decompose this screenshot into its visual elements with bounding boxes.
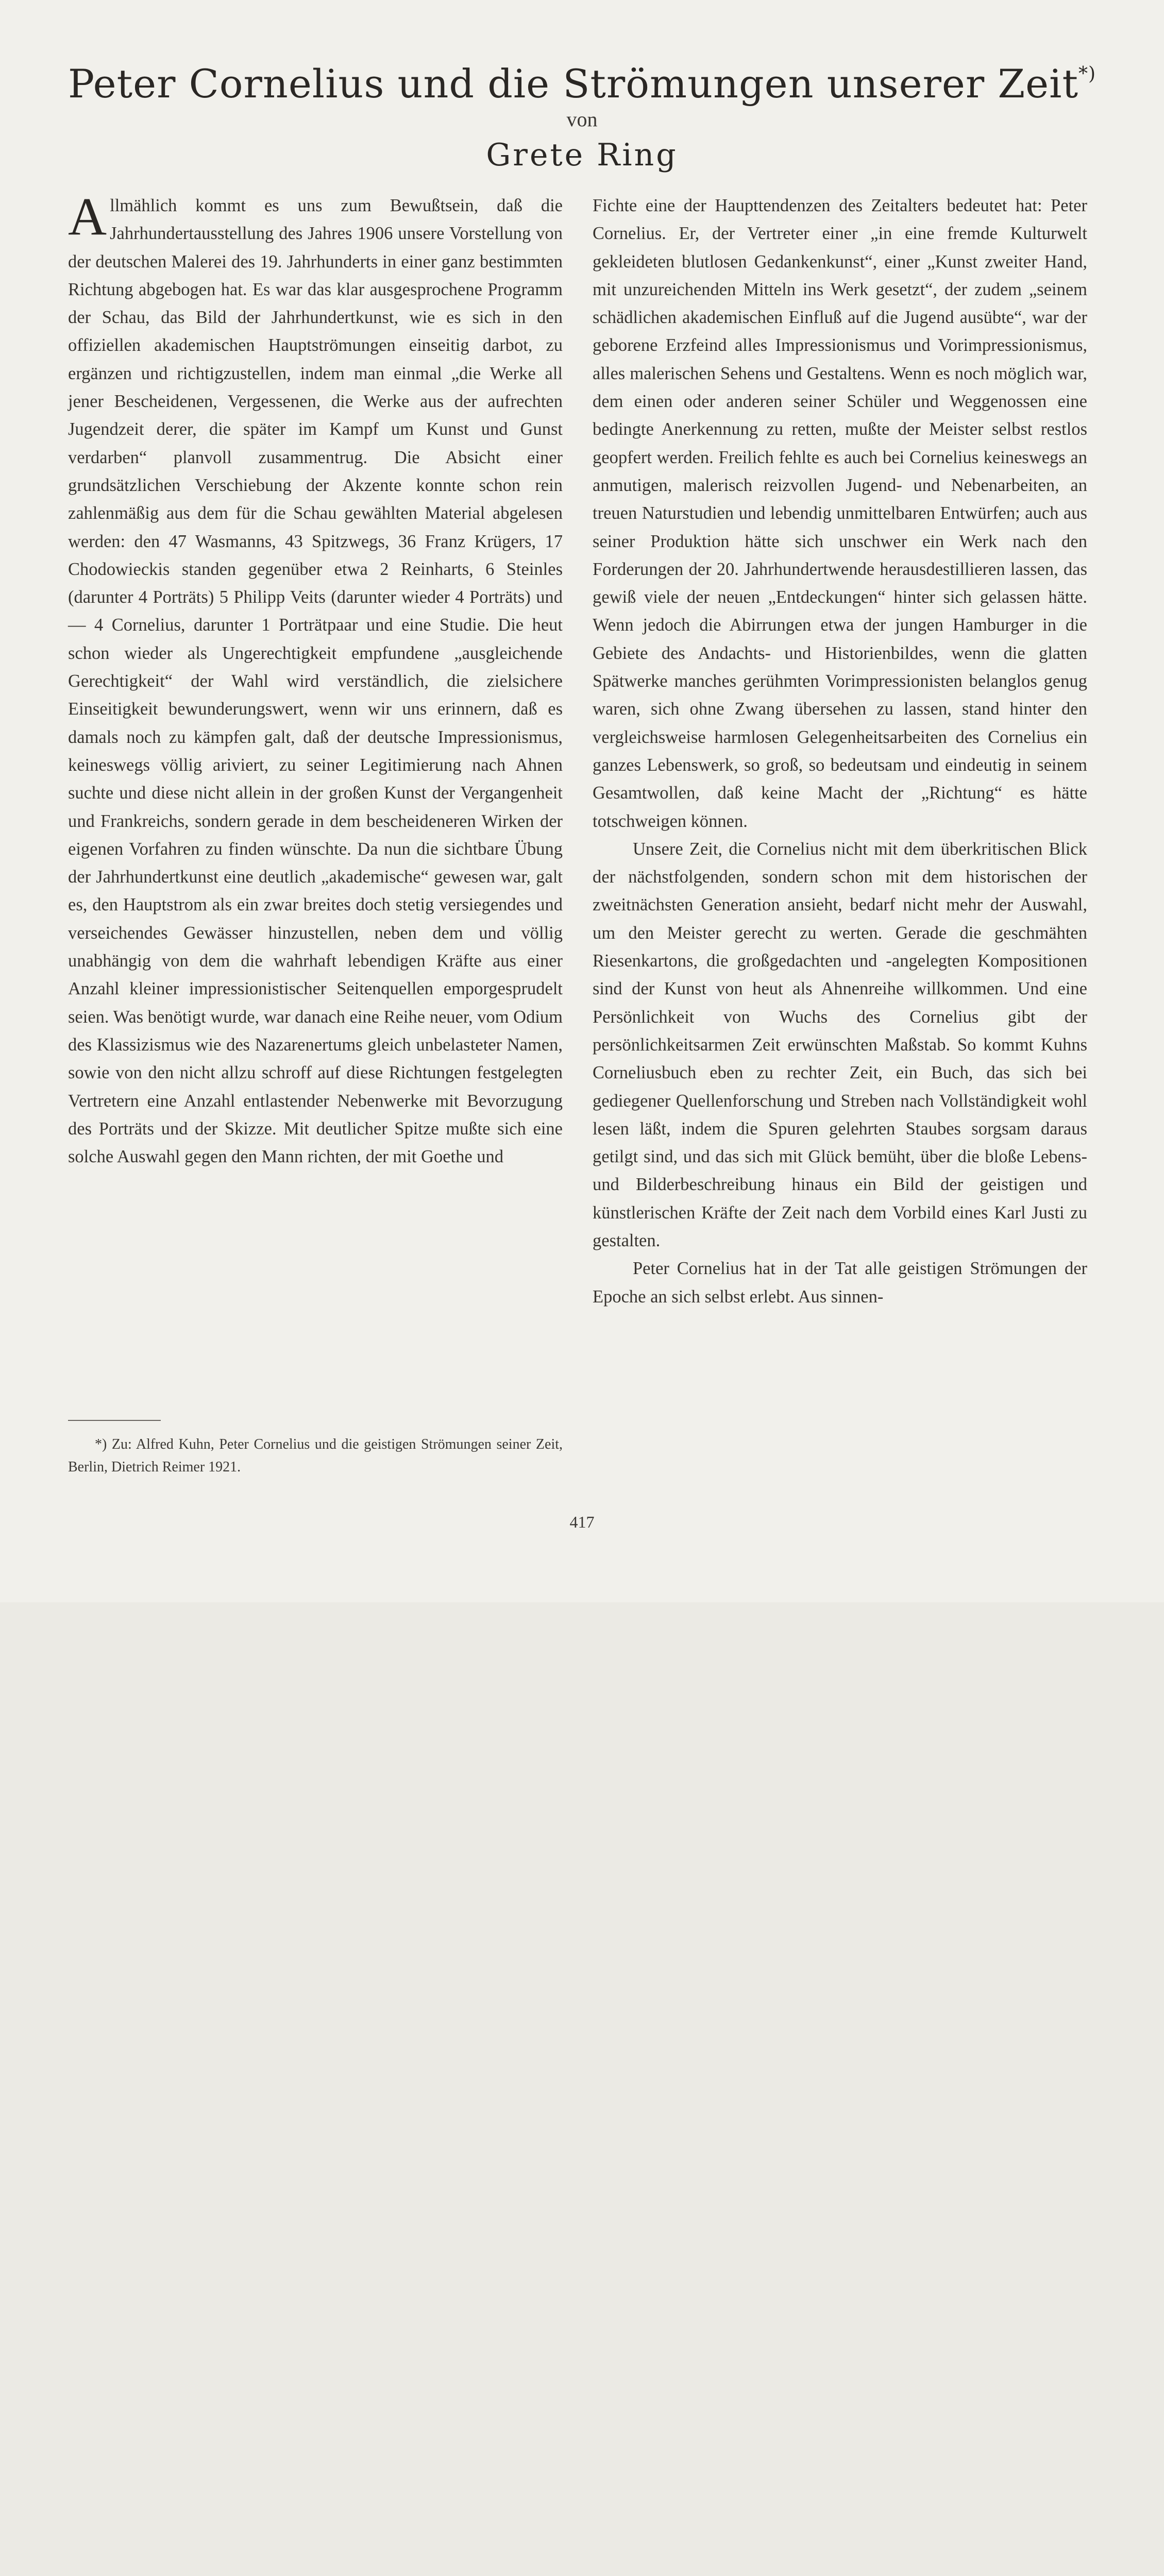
right-column — [593, 192, 1087, 1311]
paragraph: Unsere Zeit, die Cornelius nicht mit dem überkritischen Blick der nächstfolgenden, sondern schon mit dem historischen der zweitnächsten Generation ansieht, bedarf nicht mehr der Auswahl, um den Meister gerecht zu werten. Gerade die geschmähten Riesenkartons, die großgedachten und -angelegten Kompositionen sind der Kunst von heut als Ahnenreihe willkommen. Und eine Persönlichkeit von Wuchs des Cornelius gibt der persönlichkeitsarmen Zeit erwünschten Maßstab. So kommt Kuhns Corneliusbuch eben zu rechter Zeit, ein Buch, das sich bei gediegener Quellenforschung und Streben nach Vollständigkeit wohl lesen läßt, indem die Spuren gelehrten Staubes sorgsam daraus getilgt sind, und das sich mit Glück bemüht, über die bloße Lebens- und Bilderbeschreibung hinaus ein Bild der geistigen und künstlerischen Kräfte der Zeit nach dem Vorbild eines Karl Justi zu gestalten. — [593, 839, 1087, 1250]
article-title — [0, 61, 1164, 107]
drop-cap: A — [68, 187, 107, 246]
footnote-rule — [68, 1420, 161, 1421]
paragraph-text: llmählich kommt es uns zum Bewußtsein, daß die Jahrhundertausstellung des Jahres 1906 unsere Vorstellung von der deutschen Malerei des 19. Jahrhunderts in einer ganz bestimmten Richtung abgebogen hat. Es war das klar ausgesprochene Programm der Schau, das Bild der Jahrhundertkunst, wie es sich in den offiziellen akademischen Hauptströmungen einseitig darbot, zu ergänzen und richtigzustellen, indem man einmal „die Werke all jener Bescheidenen, Vergessenen, die Werke aus der aufrechten Jugendzeit derer, die später im Kampf um Kunst und Gunst verdarben“ planvoll zusammentrug. Die Absicht einer grundsätzlichen Verschiebung der Akzente konnte schon rein zahlenmäßig aus dem für die Schau gewählten Material abgelesen werden: den 47 Wasmanns, 43 Spitzwegs, 36 Franz Krügers, 17 Chodowieckis standen gegenüber etwa 2 Reinharts, 6 Steinles (darunter 4 Porträts) 5 Philipp Veits (darunter wieder 4 Porträts) und — 4 Cornelius, darunter 1 Porträtpaar und eine Studie. Die heut schon wieder als Ungerechtigkeit empfundene „ausgleichende Gerechtigkeit“ der Wahl wird verständlich, die zielsichere Einseitigkeit bewunderungswert, wenn wir uns erinnern, daß es damals noch zu kämpfen galt, daß der deutsche Impressionismus, keineswegs völlig ariviert, zu seiner Legitimierung nach Ahnen suchte und diese nicht allein in der großen Kunst der Vergangenheit und Frankreichs, sondern gerade in dem bescheideneren Wirken der eigenen Vorfahren zu finden wünschte. Da nun die sichtbare Übung der Jahrhundertkunst eine deutlich „akademische“ gewesen war, galt es, den Hauptstrom als ein zwar breites doch stetig versiegendes und verseichendes Gewässer hinzustellen, neben dem und völlig unabhängig von dem die wahrhaft lebendigen Kräfte aus einer Anzahl kleiner impressionistischer Seitenquellen emporgesprudelt seien. Was benötigt wurde, war danach eine Reihe neuer, vom Odium des Klassizismus wie des Nazarenertums gleich unbelasteter Namen, sowie von den nicht allzu schroff auf diese Richtungen festgelegten Vertretern eine Anzahl entlastender Nebenwerke mit Bevorzugung des Porträts und der Skizze. Mit deutlicher Spitze mußte sich eine solche Auswahl gegen den Mann richten, der mit Goethe und — [68, 196, 563, 1167]
paragraph — [68, 187, 563, 1171]
author-name: Grete Ring — [486, 137, 678, 173]
title-text: Peter Cornelius und die Strömungen unserer Zeit — [68, 61, 1079, 107]
byline: von — [566, 108, 598, 131]
title-footnote-mark: *) — [1078, 63, 1096, 84]
page-number: 417 — [569, 1513, 595, 1531]
footnote-text: *) Zu: Alfred Kuhn, Peter Cornelius und die geistigen Strömungen seiner Zeit, Berlin, Dietrich Reimer 1921. — [68, 1436, 563, 1475]
digitization-footer — [0, 1602, 1164, 1688]
paragraph: Fichte eine der Haupttendenzen des Zeitalters bedeutet hat: Peter Cornelius. Er, der Vertreter einer „in eine fremde Kulturwelt gekleideten blutlosen Gedankenkunst“, einer „Kunst zweiter Hand, mit unzureichenden Mitteln ins Werk gesetzt“, der zudem „seinem schädlichen akademischen Einfluß auf die Jugend ausübte“, war der geborene Erzfeind alles Impressionismus und Vorimpressionismus, alles malerischen Sehens und Gestaltens. Wenn es noch möglich war, dem einen oder anderen seiner Schüler und Weggenossen eine bedingte Anerkennung zu retten, mußte der Meister selbst restlos geopfert werden. Freilich fehlte es auch bei Cornelius keineswegs an anmutigen, malerisch reizvollen Jugend- und Nebenarbeiten, an treuen Naturstudien und lebendig unmittelbaren Entwürfen; auch aus seiner Produktion hätte sich unschwer ein Werk nach den Forderungen der 20. Jahrhundertwende herausdestillieren lassen, das gewiß viele der neuen „Entdeckungen“ hinter sich gelassen hätte. Wenn jedoch die Abirrungen etwa der jungen Hamburger in die Gebiete des Andachts- und Historienbildes, wenn die glatten Spätwerke manches gerühmten Vorimpressionisten belanglos genug waren, sich ohne Zwang übersehen zu lassen, stand hinter den vergleichsweise harmlosen Gelegenheitsarbeiten des Cornelius ein ganzes Lebenswerk, so groß, so bedeutsam und eindeutig in seinem Gesamtwollen, daß keine Macht der „Richtung“ es hätte totschweigen können. — [593, 196, 1087, 831]
paragraph: Peter Cornelius hat in der Tat alle geistigen Strömungen der Epoche an sich selbst erlebt. Aus sinnen- — [593, 1259, 1087, 1307]
footnote — [68, 1433, 563, 1479]
left-column — [68, 187, 563, 1171]
